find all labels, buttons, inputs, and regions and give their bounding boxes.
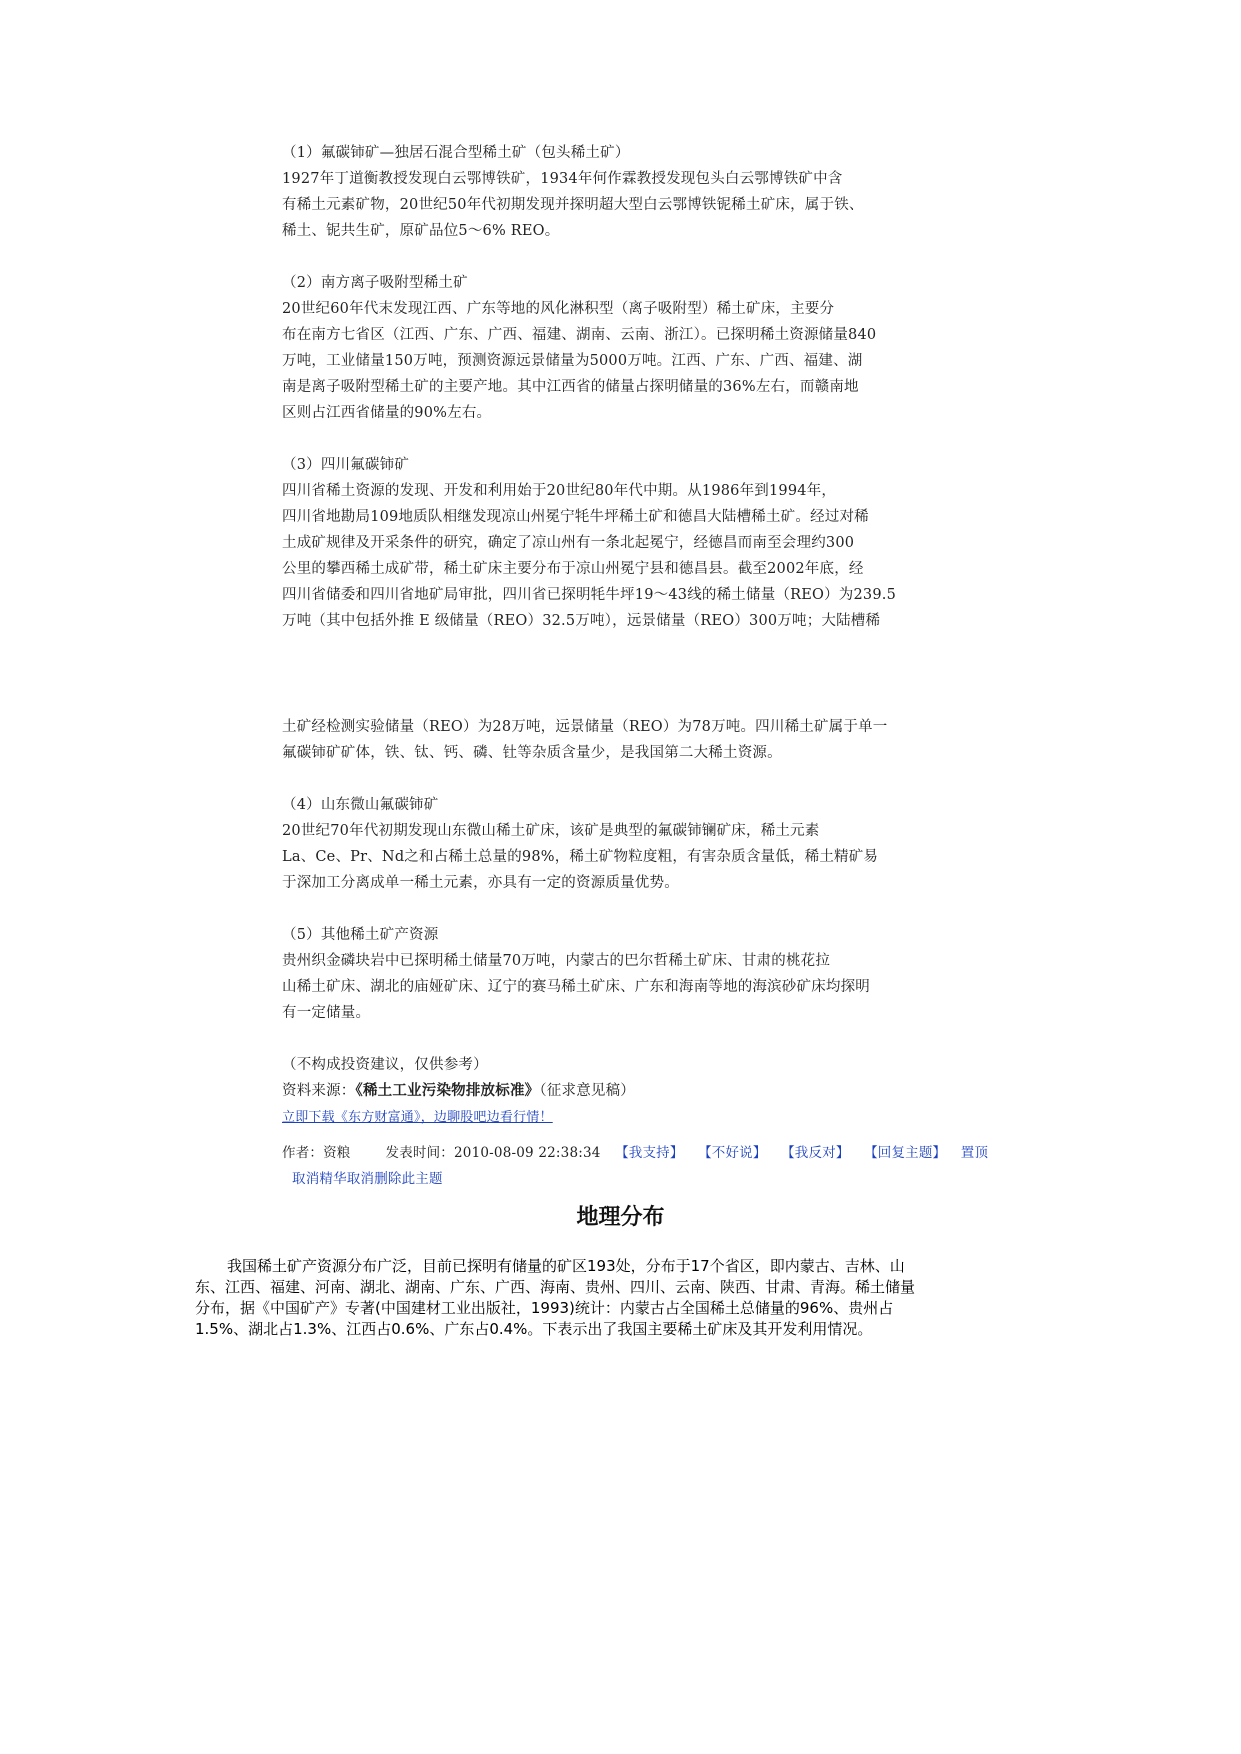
source-line: [282, 1078, 982, 1104]
text-line: 万吨（其中包括外推 E 级储量（REO）32.5万吨），远景储量（REO）300万吨；大陆槽稀: [282, 613, 881, 629]
text-line: 于深加工分离成单一稀土元素，亦具有一定的资源质量优势。: [282, 875, 679, 891]
text-line: 山稀土矿床、湖北的庙娅矿床、辽宁的赛马稀土矿床、广东和海南等地的海滨砂矿床均探明: [282, 979, 870, 995]
text-line: 20世纪60年代末发现江西、广东等地的风化淋积型（离子吸附型）稀土矿床，主要分: [282, 301, 835, 317]
section-heading-4: （4）山东微山氟碳铈矿: [282, 797, 439, 813]
section-paragraph-3: [282, 478, 982, 634]
text-line: 有稀土元素矿物，20世纪50年代初期发现并探明超大型白云鄂博铁铌稀土矿床，属于铁、: [282, 197, 864, 213]
section-paragraph-4: [282, 818, 982, 896]
text-line: 四川省地勘局109地质队相继发现凉山州冕宁牦牛坪稀土矿和德昌大陆槽稀土矿。经过对稀: [282, 509, 869, 525]
source-suffix: （征求意见稿）: [539, 1083, 636, 1099]
text-line: 1.5%、湖北占1.3%、江西占0.6%、广东占0.4%。下表示出了我国主要稀土矿床及其开发利用情况。: [195, 1320, 873, 1338]
section-heading-3: （3）四川氟碳铈矿: [282, 457, 410, 473]
text-line: 我国稀土矿产资源分布广泛，目前已探明有储量的矿区193处，分布于17个省区，即内蒙古、吉林、山: [227, 1257, 905, 1275]
section-paragraph-2: [282, 296, 982, 426]
section-paragraph-5: [282, 948, 982, 1026]
text-line: 土矿经检测实验储量（REO）为28万吨，远景储量（REO）为78万吨。四川稀土矿属于单一: [282, 719, 888, 735]
disclaimer: （不构成投资建议，仅供参考）: [282, 1057, 488, 1073]
neutral-button[interactable]: 【不好说】: [698, 1145, 767, 1161]
section-heading-2: （2）南方离子吸附型稀土矿: [282, 275, 468, 291]
text-line: 四川省储委和四川省地矿局审批，四川省已探明牦牛坪19～43线的稀土储量（REO）为239.5: [282, 587, 896, 603]
text-line: 稀土、铌共生矿，原矿品位5～6% REO。: [282, 223, 560, 239]
download-link-line: [282, 1104, 982, 1130]
section-paragraph-1: [282, 166, 982, 244]
text-line: 布在南方七省区（江西、广东、广西、福建、湖南、云南、浙江）。已探明稀土资源储量840: [282, 327, 877, 343]
text-line: 贵州织金磷块岩中已探明稀土储量70万吨，内蒙古的巴尔哲稀土矿床、甘肃的桃花拉: [282, 953, 831, 969]
section-paragraph-3-continued: [282, 714, 982, 766]
text-line: 有一定储量。: [282, 1005, 371, 1021]
author-label: 作者：资粮: [282, 1145, 351, 1161]
text-line: 氟碳铈矿矿体，铁、钛、钙、磷、钍等杂质含量少，是我国第二大稀土资源。: [282, 745, 782, 761]
text-line: La、Ce、Pr、Nd之和占稀土总量的98%，稀土矿物粒度粗，有害杂质含量低，稀土精矿易: [282, 849, 879, 865]
article-part-2: [282, 714, 989, 1192]
reply-topic-button[interactable]: 【回复主题】: [864, 1145, 947, 1161]
text-line: 公里的攀西稀土成矿带，稀土矿床主要分布于凉山州冕宁县和德昌县。截至2002年底，经: [282, 561, 864, 577]
download-link[interactable]: 立即下载《东方财富通》，边聊股吧边看行情！: [282, 1110, 553, 1125]
pin-top-link[interactable]: 置顶: [960, 1145, 989, 1161]
text-line: 分布，据《中国矿产》专著(中国建材工业出版社，1993)统计：内蒙古占全国稀土总储量的96%、贵州占: [195, 1299, 894, 1317]
text-line: 万吨，工业储量150万吨，预测资源远景储量为5000万吨。江西、广东、广西、福建、湖: [282, 353, 863, 369]
text-line: 南是离子吸附型稀土矿的主要产地。其中江西省的储量占探明储量的36%左右，而赣南地: [282, 379, 859, 395]
geo-paragraph: [195, 1256, 1045, 1340]
text-line: 1927年丁道衡教授发现白云鄂博铁矿，1934年何作霖教授发现包头白云鄂博铁矿中含: [282, 171, 843, 187]
text-line: 四川省稀土资源的发现、开发和利用始于20世纪80年代中期。从1986年到1994年，: [282, 483, 837, 499]
source-prefix: 资料来源：: [282, 1083, 356, 1099]
text-line: 20世纪70年代初期发现山东微山稀土矿床，该矿是典型的氟碳铈镧矿床，稀土元素: [282, 823, 820, 839]
post-time-label: 发表时间：2010-08-09 22:38:34: [385, 1145, 601, 1161]
support-button[interactable]: 【我支持】: [615, 1145, 684, 1161]
admin-actions-links[interactable]: 取消精华取消删除此主题: [292, 1171, 443, 1187]
geo-section-title: 地理分布: [576, 1204, 665, 1230]
oppose-button[interactable]: 【我反对】: [781, 1145, 850, 1161]
section-heading-5: （5）其他稀土矿产资源: [282, 927, 439, 943]
text-line: 东、江西、福建、河南、湖北、湖南、广东、广西、海南、贵州、四川、云南、陕西、甘肃、青海。稀土储量: [195, 1278, 916, 1296]
text-line: 土成矿规律及开采条件的研究，确定了凉山州有一条北起冕宁，经德昌而南至会理约300: [282, 535, 855, 551]
text-line: 区则占江西省储量的90%左右。: [282, 405, 492, 421]
section-heading-1: （1）氟碳铈矿—独居石混合型稀土矿（包头稀土矿）: [282, 145, 630, 161]
source-title: 《稀土工业污染物排放标准》: [355, 1082, 540, 1099]
post-meta-line: [282, 1140, 989, 1166]
article-part-1: [282, 140, 982, 634]
post-admin-line: [282, 1166, 982, 1192]
